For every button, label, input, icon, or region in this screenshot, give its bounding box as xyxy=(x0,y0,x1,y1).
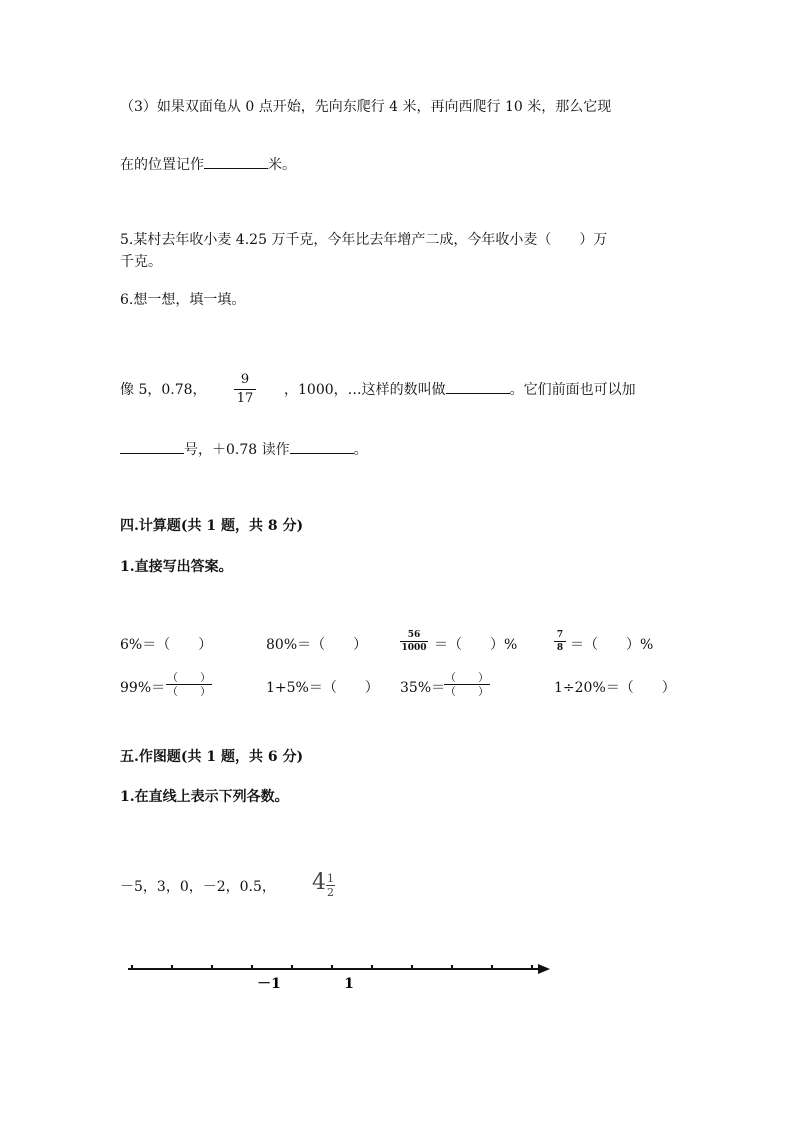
calc-item: 1÷20%＝（ ） xyxy=(554,680,676,696)
question-5-line1: 5.某村去年收小麦 4.25 万千克，今年比去年增产二成，今年收小麦（ ）万 xyxy=(120,232,608,248)
fraction-numerator: 9 xyxy=(240,372,250,387)
fraction-denominator[interactable]: （ ） xyxy=(167,685,211,698)
line-text: 。 xyxy=(353,442,368,458)
fraction-7-8 xyxy=(554,630,566,653)
answer-blank[interactable] xyxy=(120,439,184,454)
calc-item: ＝（ ）% xyxy=(434,637,518,653)
fraction-denominator[interactable]: （ ） xyxy=(445,685,489,698)
question-6-prefix: 像 5，0.78， xyxy=(120,382,207,398)
answer-blank[interactable] xyxy=(290,439,354,454)
fraction-denominator: 17 xyxy=(236,391,254,406)
fraction-bar xyxy=(234,389,256,390)
line-text: ，1000，…这样的数叫做 xyxy=(284,382,446,398)
axis-label-1: 1 xyxy=(344,976,354,992)
paren-fraction xyxy=(166,672,212,697)
numbers-list: －5，3，0，－2，0.5， xyxy=(120,879,276,895)
calc-item: 6%＝（ ） xyxy=(120,637,213,653)
mixed-number-whole: 4 xyxy=(312,870,326,895)
fraction-denominator: 2 xyxy=(327,886,334,899)
fraction-bar xyxy=(400,641,428,642)
unit-text: 米。 xyxy=(268,157,296,173)
number-line-arrow-icon xyxy=(538,964,550,974)
question-6-line1-rest xyxy=(284,379,636,399)
fraction-denominator: 8 xyxy=(556,643,564,653)
answer-blank[interactable] xyxy=(446,379,510,394)
fraction-numerator: 1 xyxy=(327,872,334,885)
question-6-line2 xyxy=(120,439,368,459)
fraction-denominator: 1000 xyxy=(401,643,427,653)
fraction-56-1000 xyxy=(400,630,428,653)
paren-fraction xyxy=(444,672,490,697)
calc-item: 1+5%＝（ ） xyxy=(266,680,379,696)
answer-blank[interactable] xyxy=(204,154,268,169)
section-4-question-1: 1.直接写出答案。 xyxy=(120,559,233,575)
question-5-line2: 千克。 xyxy=(120,254,162,270)
number-line[interactable] xyxy=(120,955,560,1000)
calc-item: 35%＝ xyxy=(400,680,446,696)
question-4-3-line1: （3）如果双面龟从 0 点开始，先向东爬行 4 米，再向西爬行 10 米，那么它现 xyxy=(120,99,612,115)
fraction-numerator[interactable]: （ ） xyxy=(167,671,211,684)
fraction-numerator[interactable]: （ ） xyxy=(445,671,489,684)
section-5-question-1: 1.在直线上表示下列各数。 xyxy=(120,789,289,805)
section-4-heading: 四.计算题(共 1 题，共 8 分) xyxy=(120,518,304,534)
section-5-heading: 五.作图题(共 1 题，共 6 分) xyxy=(120,749,304,765)
mixed-number-fraction xyxy=(326,873,335,898)
line-text: 号，＋0.78 读作 xyxy=(184,442,290,458)
calc-item: 80%＝（ ） xyxy=(266,637,368,653)
fraction-numerator: 7 xyxy=(556,630,564,640)
fraction-bar xyxy=(554,641,566,642)
line-text: 。它们前面也可以加 xyxy=(509,382,636,398)
question-6-title: 6.想一想，填一填。 xyxy=(120,292,246,308)
calc-item: ＝（ ）% xyxy=(570,637,654,653)
question-4-3-line2 xyxy=(120,154,296,174)
calc-item: 99%＝ xyxy=(120,680,166,696)
line-text: 在的位置记作 xyxy=(120,157,204,173)
fraction-numerator: 56 xyxy=(407,630,421,640)
fraction-9-17 xyxy=(234,372,256,407)
axis-label-minus-1: －1 xyxy=(257,976,281,992)
